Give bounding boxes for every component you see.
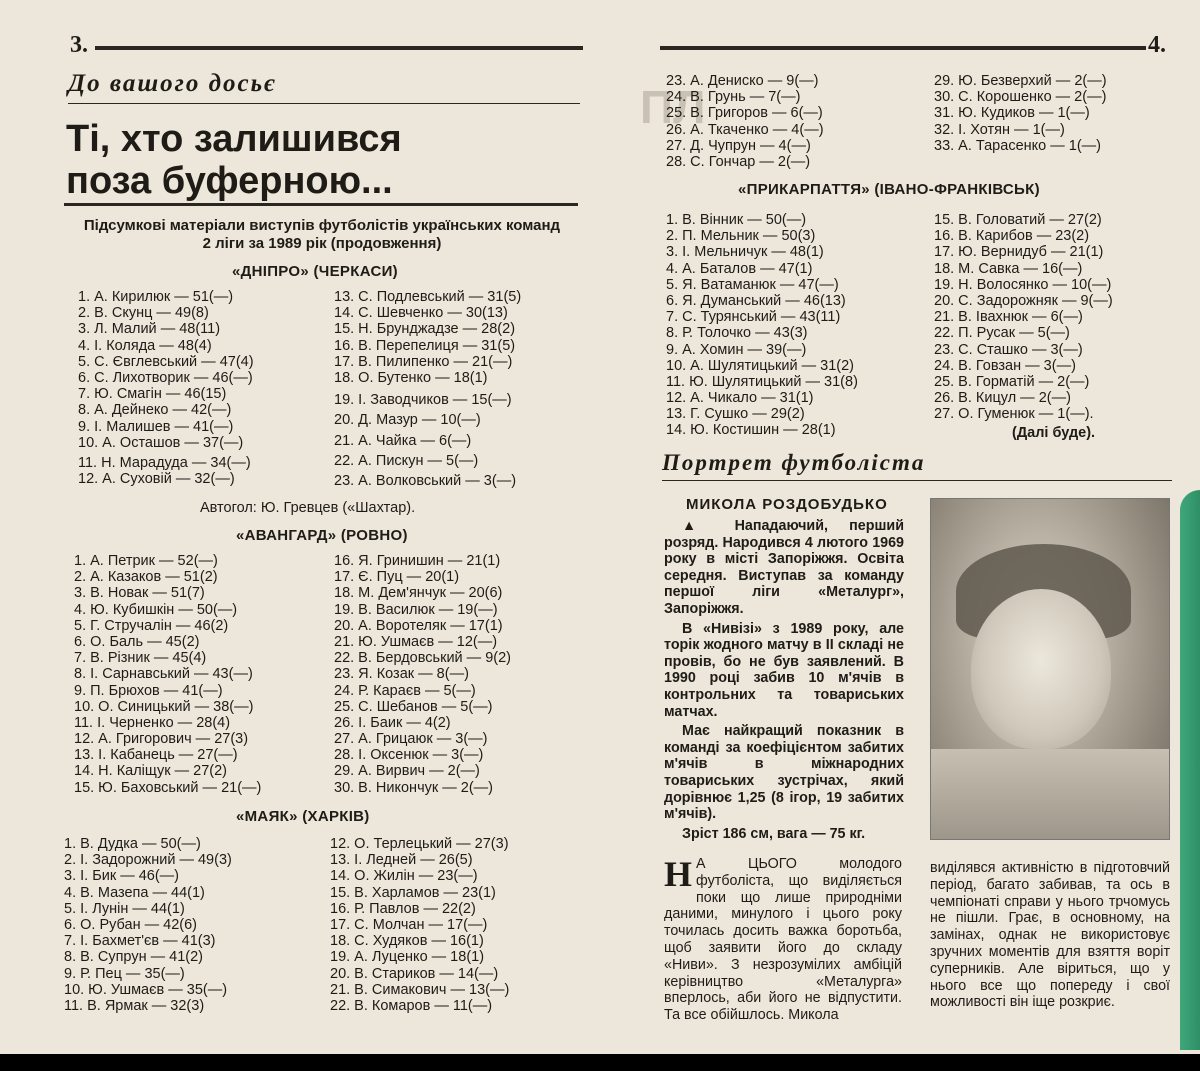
player-row: 7. В. Різник — 45(4) <box>74 650 207 667</box>
portrait-rubric-underline <box>662 480 1172 481</box>
player-row: 25. В. Григоров — 6(—) <box>666 105 823 122</box>
player-row: 3. І. Мельничук — 48(1) <box>666 244 824 261</box>
continued-note: (Далі буде). <box>1012 425 1096 441</box>
player-bio <box>664 518 904 845</box>
own-goal-note: Автогол: Ю. Гревцев («Шахтар). <box>200 500 416 516</box>
player-row: 21. В. Івахнюк — 6(—) <box>934 309 1083 326</box>
player-row: 14. О. Жилін — 23(—) <box>330 868 478 885</box>
player-row: 30. В. Никончук — 2(—) <box>334 779 493 796</box>
player-row: 25. С. Шебанов — 5(—) <box>334 698 493 715</box>
intro-line-1: Підсумкові матеріали виступів футболістів українських команд <box>83 217 561 234</box>
player-row: 26. В. Кицул — 2(—) <box>934 390 1071 407</box>
bottom-border <box>0 1054 1200 1071</box>
top-rule-right <box>660 46 1146 50</box>
player-row: 13. С. Подлевський — 31(5) <box>334 289 522 305</box>
rubric-title: До вашого досьє <box>68 70 277 97</box>
player-row: 6. С. Лихотворик — 46(—) <box>78 369 253 386</box>
player-row: 22. А. Пискун — 5(—) <box>334 452 479 469</box>
player-row: 25. В. Горматій — 2(—) <box>934 373 1090 390</box>
player-row: 19. І. Заводчиков — 15(—) <box>334 392 512 409</box>
player-row: 1. А. Кирилюк — 51(—) <box>78 289 234 305</box>
player-row: 5. Г. Стручалін — 46(2) <box>74 617 229 634</box>
player-row: 21. А. Чайка — 6(—) <box>334 432 472 449</box>
player-row: 23. Я. Козак — 8(—) <box>334 666 469 683</box>
player-row: 11. Ю. Шулятицький — 31(8) <box>666 373 858 390</box>
player-row: 4. А. Баталов — 47(1) <box>666 260 813 277</box>
portrait-rubric: Портрет футболіста <box>662 450 926 475</box>
player-row: 8. В. Супрун — 41(2) <box>64 949 203 966</box>
player-row: 4. Ю. Кубишкін — 50(—) <box>74 601 238 618</box>
player-list-mayak-col2 <box>330 836 509 1014</box>
player-row: 15. В. Харламов — 23(1) <box>330 884 496 901</box>
dropcap-letter: Н <box>664 854 693 894</box>
player-row: 20. С. Задорожняк — 9(—) <box>934 292 1113 309</box>
player-row: 10. А. Осташов — 37(—) <box>78 434 244 451</box>
player-row: 17. В. Пилипенко — 21(—) <box>334 353 513 370</box>
rubric-underline <box>68 103 580 104</box>
player-row: 18. М. Дем'янчук — 20(6) <box>334 585 503 602</box>
player-row: 10. О. Синицький — 38(—) <box>74 698 254 715</box>
player-row: 20. А. Воротеляк — 17(1) <box>334 617 503 634</box>
player-row: 14. Н. Каліщук — 27(2) <box>74 763 228 780</box>
player-list-dnipro-col1 <box>78 289 254 487</box>
player-row: 22. П. Русак — 5(—) <box>934 325 1070 342</box>
player-row: 8. Р. Толочко — 43(3) <box>666 325 808 342</box>
player-row: 9. А. Хомин — 39(—) <box>666 341 807 358</box>
player-row: 13. І. Кабанець — 27(—) <box>74 747 238 764</box>
player-row: 13. І. Ледней — 26(5) <box>330 852 473 869</box>
player-row: 15. Н. Брунджадзе — 28(2) <box>334 321 516 338</box>
bio-paragraph: В «Нивізі» з 1989 року, але торік жодного матчу в ІІ складі не провів, бо не був заявлений. В 1990 році забив 10 м'ячів в контрольних та товариських матчах. <box>664 620 904 720</box>
player-list-mayak-cont-col1 <box>666 73 824 170</box>
player-row: 12. А. Суховій — 32(—) <box>78 471 235 488</box>
player-row: 9. Р. Пец — 35(—) <box>64 965 185 982</box>
player-row: 7. Ю. Смагін — 46(15) <box>78 386 227 403</box>
team-title-prykarpattia: «ПРИКАРПАТТЯ» (ІВАНО-ФРАНКІВСЬК) <box>738 181 1040 198</box>
player-row: 10. Ю. Ушмаєв — 35(—) <box>64 981 228 998</box>
right-page-number: 4. <box>1148 32 1166 58</box>
player-row: 31. Ю. Кудиков — 1(—) <box>934 105 1090 122</box>
player-row: 27. А. Грицаюк — 3(—) <box>334 731 488 748</box>
player-row: 8. А. Дейнеко — 42(—) <box>78 402 232 419</box>
player-row: 9. П. Брюхов — 41(—) <box>74 682 223 699</box>
player-row: 18. О. Бутенко — 18(1) <box>334 369 488 386</box>
player-row: 2. А. Казаков — 51(2) <box>74 569 218 586</box>
article-text: А ЦЬОГО молодого футболіста, що виділяється поки що лише природніми даними, минулого і цього року точилась досить важка боротьба, щоб заявити його до складу «Ниви». З незрозумілих амбіцій керівництво «Металурга» вперлось, аби його не відпустити. Та все обійшлось. Микола <box>664 856 902 1024</box>
player-row: 6. Я. Думанський — 46(13) <box>666 292 846 309</box>
player-row: 22. В. Комаров — 11(—) <box>330 997 493 1014</box>
bio-paragraph: Має найкращий показник в команді за коефіцієнтом забитих м'ячів в міжнародних товариських зустрічах, який дорівнює 1,25 (8 ігор, 19 забитих м'ячів). <box>664 723 904 823</box>
player-row: 14. С. Шевченко — 30(13) <box>334 305 508 322</box>
player-row: 3. Л. Малий — 48(11) <box>78 321 221 338</box>
player-list-avangard-col1 <box>74 553 261 796</box>
player-row: 16. Я. Гринишин — 21(1) <box>334 553 501 569</box>
player-row: 16. В. Карибов — 23(2) <box>934 228 1090 245</box>
player-row: 22. В. Бердовський — 9(2) <box>334 650 511 667</box>
player-row: 9. І. Малишев — 41(—) <box>78 418 234 435</box>
player-row: 33. А. Тарасенко — 1(—) <box>934 137 1101 154</box>
player-row: 23. С. Сташко — 3(—) <box>934 341 1083 358</box>
player-row: 12. А. Чикало — 31(1) <box>666 390 814 407</box>
player-row: 5. І. Лунін — 44(1) <box>64 900 185 917</box>
player-row: 1. В. Вінник — 50(—) <box>666 212 807 228</box>
player-row: 20. Д. Мазур — 10(—) <box>334 412 481 429</box>
player-name: МИКОЛА РОЗДОБУДЬКО <box>686 496 888 513</box>
player-row: 19. А. Луценко — 18(1) <box>330 949 485 966</box>
player-row: 12. О. Терлецький — 27(3) <box>330 836 509 852</box>
player-row: 24. В. Говзан — 3(—) <box>934 357 1076 374</box>
player-row: 5. Я. Ватаманюк — 47(—) <box>666 276 839 293</box>
player-list-dnipro-col2 <box>334 289 521 489</box>
article-text-col2 <box>930 860 1170 1011</box>
player-list-avangard-col2 <box>334 553 511 796</box>
player-row: 18. М. Савка — 16(—) <box>934 260 1083 277</box>
headline-underline <box>64 203 578 206</box>
player-row: 30. С. Корошенко — 2(—) <box>934 89 1107 106</box>
player-row: 7. С. Турянський — 43(11) <box>666 309 841 326</box>
player-row: 6. О. Рубан — 42(6) <box>64 916 197 933</box>
player-row: 19. Н. Волосянко — 10(—) <box>934 276 1112 293</box>
player-list-mayak-cont-col2 <box>934 73 1107 154</box>
left-page-number: 3. <box>70 32 88 58</box>
player-row: 1. В. Дудка — 50(—) <box>64 836 201 852</box>
player-row: 7. І. Бахмет'єв — 41(3) <box>64 933 216 950</box>
team-title-dnipro: «ДНІПРО» (ЧЕРКАСИ) <box>232 263 398 280</box>
player-row: 29. А. Вирвич — 2(—) <box>334 763 480 780</box>
player-row: 11. В. Ярмак — 32(3) <box>64 997 205 1014</box>
team-title-avangard: «АВАНГАРД» (РОВНО) <box>236 527 408 544</box>
player-row: 5. С. Євглевський — 47(4) <box>78 353 254 370</box>
player-row: 16. Р. Павлов — 22(2) <box>330 900 476 917</box>
bleed-through-text: ПЛ <box>640 81 706 133</box>
player-row: 10. А. Шулятицький — 31(2) <box>666 357 854 374</box>
team-title-mayak: «МАЯК» (ХАРКІВ) <box>236 808 370 825</box>
player-row: 15. В. Головатий — 27(2) <box>934 212 1102 228</box>
player-row: 23. А. Волковський — 3(—) <box>334 472 517 489</box>
player-row: 12. А. Григорович — 27(3) <box>74 731 249 748</box>
page-edge-decoration <box>1180 490 1200 1050</box>
player-row: 1. А. Петрик — 52(—) <box>74 553 218 569</box>
player-row: 4. І. Коляда — 48(4) <box>78 337 212 354</box>
article-text: виділявся активністю в підготовчий період, багато забивав, та ось в чемпіонаті справи у нього трчомусь не пішли. Грає, в основному, на замінах, однак не використовує зручних моментів для взяття воріт суперників. Але віриться, що у нього все що попереду і свої можливості він іще розкриє. <box>930 860 1170 1011</box>
player-row: 29. Ю. Безверхий — 2(—) <box>934 73 1107 89</box>
player-row: 17. С. Молчан — 17(—) <box>330 916 488 933</box>
player-row: 19. В. Василюк — 19(—) <box>334 601 498 618</box>
bio-paragraph: Зріст 186 см, вага — 75 кг. <box>682 825 866 842</box>
player-row: 32. І. Хотян — 1(—) <box>934 121 1065 138</box>
player-row: 4. В. Мазепа — 44(1) <box>64 884 205 901</box>
player-photo <box>930 498 1170 840</box>
headline-line-2: поза буферною... <box>66 160 393 202</box>
player-row: 2. В. Скунц — 49(8) <box>78 305 209 322</box>
player-row: 14. Ю. Костишин — 28(1) <box>666 422 836 439</box>
player-list-prykarpattia-col1 <box>666 212 858 439</box>
player-row: 15. Ю. Баховський — 21(—) <box>74 779 262 796</box>
player-row: 17. Ю. Вернидуб — 21(1) <box>934 244 1104 261</box>
player-row: 26. А. Ткаченко — 4(—) <box>666 121 824 138</box>
player-row: 17. Є. Пуц — 20(1) <box>334 569 460 586</box>
player-row: 16. В. Перепелиця — 31(5) <box>334 337 516 354</box>
player-row: 3. І. Бик — 46(—) <box>64 868 180 885</box>
player-row: 24. Р. Караєв — 5(—) <box>334 682 476 699</box>
player-row: 27. Д. Чупрун — 4(—) <box>666 137 811 154</box>
player-list-mayak-col1 <box>64 836 232 1014</box>
player-row: 21. В. Симакович — 13(—) <box>330 981 510 998</box>
player-row: 21. Ю. Ушмаєв — 12(—) <box>334 633 498 650</box>
player-row: 26. І. Баик — 4(2) <box>334 714 451 731</box>
player-row: 11. І. Черненко — 28(4) <box>74 714 231 731</box>
player-row: 11. Н. Марадуда — 34(—) <box>78 454 251 471</box>
player-row: 28. С. Гончар — 2(—) <box>666 153 811 170</box>
player-list-prykarpattia-col2 <box>934 212 1113 422</box>
player-row: 20. В. Стариков — 14(—) <box>330 965 499 982</box>
player-row: 2. І. Задорожний — 49(3) <box>64 852 232 869</box>
intro-line-2: 2 ліги за 1989 рік (продовження) <box>202 235 442 252</box>
player-row: 18. С. Худяков — 16(1) <box>330 933 484 950</box>
player-row: 8. І. Сарнавський — 43(—) <box>74 666 253 683</box>
player-row: 6. О. Баль — 45(2) <box>74 633 200 650</box>
player-row: 27. О. Гуменюк — 1(—). <box>934 406 1094 423</box>
article-text-col1 <box>664 856 902 1024</box>
player-row: 28. І. Оксенюк — 3(—) <box>334 747 484 764</box>
headline-line-1: Ті, хто залишився <box>66 118 402 160</box>
player-row: 13. Г. Сушко — 29(2) <box>666 406 805 423</box>
player-row: 23. А. Дениско — 9(—) <box>666 73 819 89</box>
player-row: 3. В. Новак — 51(7) <box>74 585 205 602</box>
bio-paragraph: ▲ Нападаючий, перший розряд. Народився 4 лютого 1969 року в місті Запоріжжя. Освіта середня. Виступав за команду першої ліги «Металург», Запоріжжя. <box>664 518 904 617</box>
player-row: 24. В. Грунь — 7(—) <box>666 89 801 106</box>
player-row: 2. П. Мельник — 50(3) <box>666 228 816 245</box>
top-rule-left <box>95 46 583 50</box>
